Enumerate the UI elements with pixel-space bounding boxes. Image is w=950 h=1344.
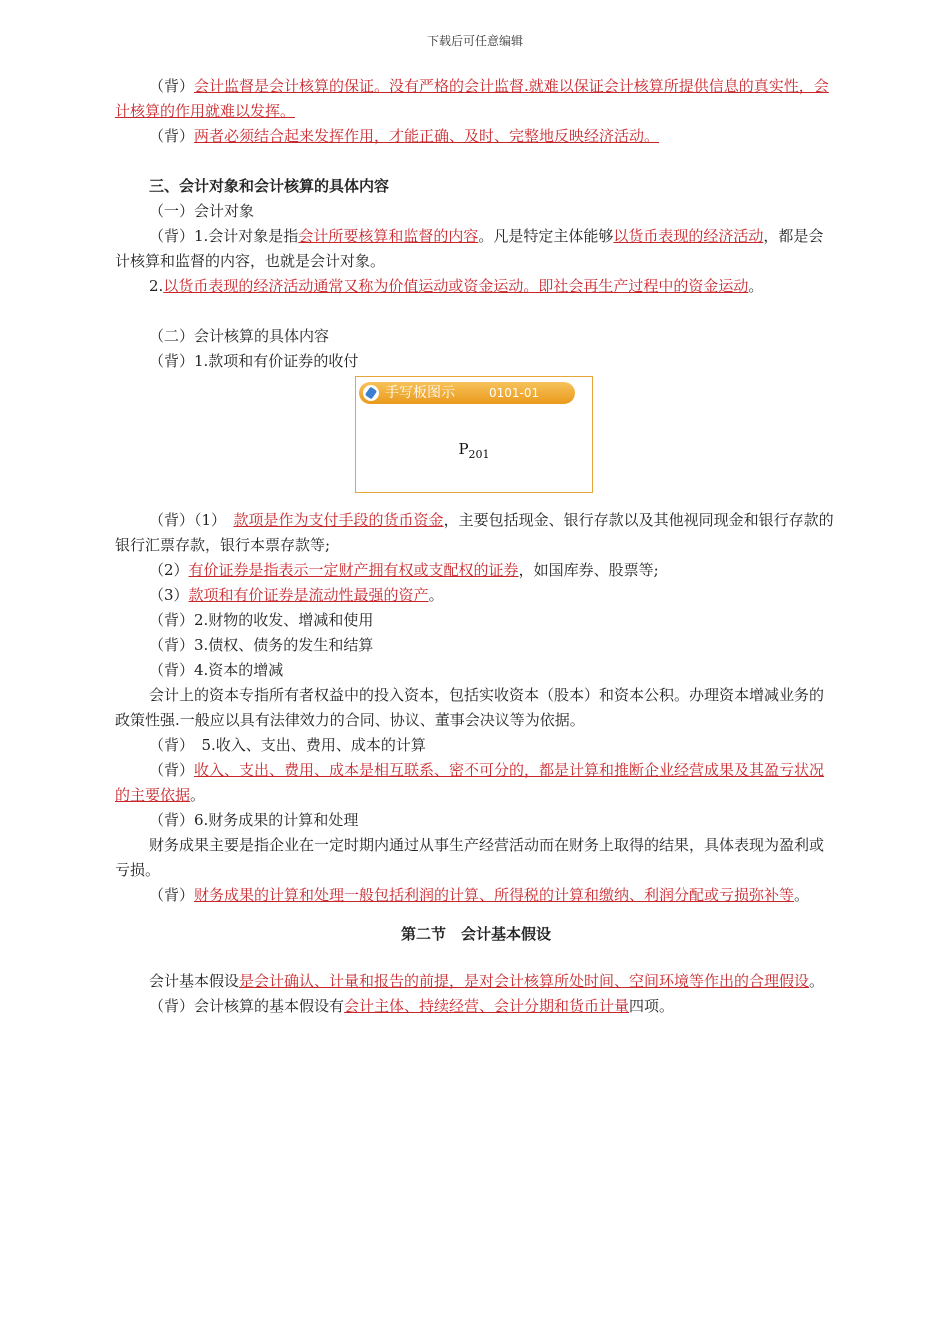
highlighted-text: 款项是作为支付手段的货币资金 [233,511,444,529]
paragraph: （背）会计监督是会计核算的保证。没有严格的会计监督.就难以保证会计核算所提供信息的真实性，会计核算的作用就难以发挥。 [115,77,829,120]
highlighted-text: 会计主体、持续经营、会计分期和货币计量 [344,997,630,1015]
paragraph: （二）会计核算的具体内容 [149,327,330,345]
pen-icon [363,385,379,401]
section-heading: 三、会计对象和会计核算的具体内容 [149,177,390,195]
paragraph: 财务成果主要是指企业在一定时期内通过从事生产经营活动而在财务上取得的结果，具体表现为盈利或亏损。 [115,836,825,879]
paragraph: （2）有价证券是指表示一定财产拥有权或支配权的证券，如国库券、股票等; [149,561,659,579]
highlighted-text: 财务成果的计算和处理一般包括利润的计算、所得税的计算和缴纳、利润分配或亏损弥补等 [194,886,795,904]
highlighted-text: 收入、支出、费用、成本是相互联系、密不可分的，都是计算和推断企业经营成果及其盈亏状况的主要依据 [115,761,825,804]
handwriting-note-container [115,374,837,508]
paragraph: 会计上的资本专指所有者权益中的投入资本，包括实收资本（股本）和资本公积。办理资本增减业务的政策性强.一般应以具有法律效力的合同、协议、董事会决议等为依据。 [115,686,825,729]
paragraph: （一）会计对象 [149,202,255,220]
handwriting-note-box[interactable] [355,376,593,493]
chapter-section-title: 第二节 会计基本假设 [400,925,551,943]
paragraph: 会计基本假设是会计确认、计量和报告的前提，是对会计核算所处时间、空间环境等作出的合理假设。 [149,972,825,990]
highlighted-text: 以货币表现的经济活动 [613,227,764,245]
paragraph: （背）3.债权、债务的发生和结算 [149,636,374,654]
paragraph: 2.以货币表现的经济活动通常又称为价值运动或资金运动。即社会再生产过程中的资金运动。 [149,277,764,295]
paragraph: （背） 5.收入、支出、费用、成本的计算 [149,736,426,754]
highlighted-text: 以货币表现的经济活动通常又称为价值运动或资金运动。即社会再生产过程中的资金运动 [163,277,749,295]
note-code: 0101-01 [489,386,540,400]
paragraph: （背）6.财务成果的计算和处理 [149,811,359,829]
highlighted-text: 会计监督是会计核算的保证。没有严格的会计监督.就难以保证会计核算所提供信息的真实性，会计核算的作用就难以发挥。 [115,77,829,120]
handwriting-note-titlebar[interactable] [359,382,575,404]
note-title: 手写板图示 [385,385,455,401]
document-body [115,74,837,1019]
paragraph: （背）2.财物的收发、增减和使用 [149,611,374,629]
note-text: $P_{201}$ [458,440,490,461]
paragraph: （背）1.款项和有价证券的收付 [149,352,359,370]
page-header: 下载后可任意编辑 [426,34,523,48]
paragraph: （3）款项和有价证券是流动性最强的资产。 [149,586,444,604]
paragraph: （背）（1） 款项是作为支付手段的货币资金，主要包括现金、银行存款以及其他视同现金和银行存款的银行汇票存款，银行本票存款等; [115,511,834,554]
highlighted-text: 两者必须结合起来发挥作用，才能正确、及时、完整地反映经济活动。 [194,127,660,145]
paragraph: （背）会计核算的基本假设有会计主体、持续经营、会计分期和货币计量四项。 [149,997,675,1015]
paragraph: （背）收入、支出、费用、成本是相互联系、密不可分的，都是计算和推断企业经营成果及其盈亏状况的主要依据。 [115,761,825,804]
highlighted-text: 有价证券是指表示一定财产拥有权或支配权的证券 [188,561,519,579]
highlighted-text: 是会计确认、计量和报告的前提，是对会计核算所处时间、空间环境等作出的合理假设 [239,972,810,990]
highlighted-text: 会计所要核算和监督的内容 [298,227,479,245]
paragraph: （背）4.资本的增减 [149,661,284,679]
highlighted-text: 款项和有价证券是流动性最强的资产 [188,586,429,604]
paragraph: （背）财务成果的计算和处理一般包括利润的计算、所得税的计算和缴纳、利润分配或亏损弥补等。 [149,886,810,904]
paragraph: （背）1.会计对象是指会计所要核算和监督的内容。凡是特定主体能够以货币表现的经济活动，都是会计核算和监督的内容，也就是会计对象。 [115,227,824,270]
paragraph: （背）两者必须结合起来发挥作用，才能正确、及时、完整地反映经济活动。 [149,127,660,145]
